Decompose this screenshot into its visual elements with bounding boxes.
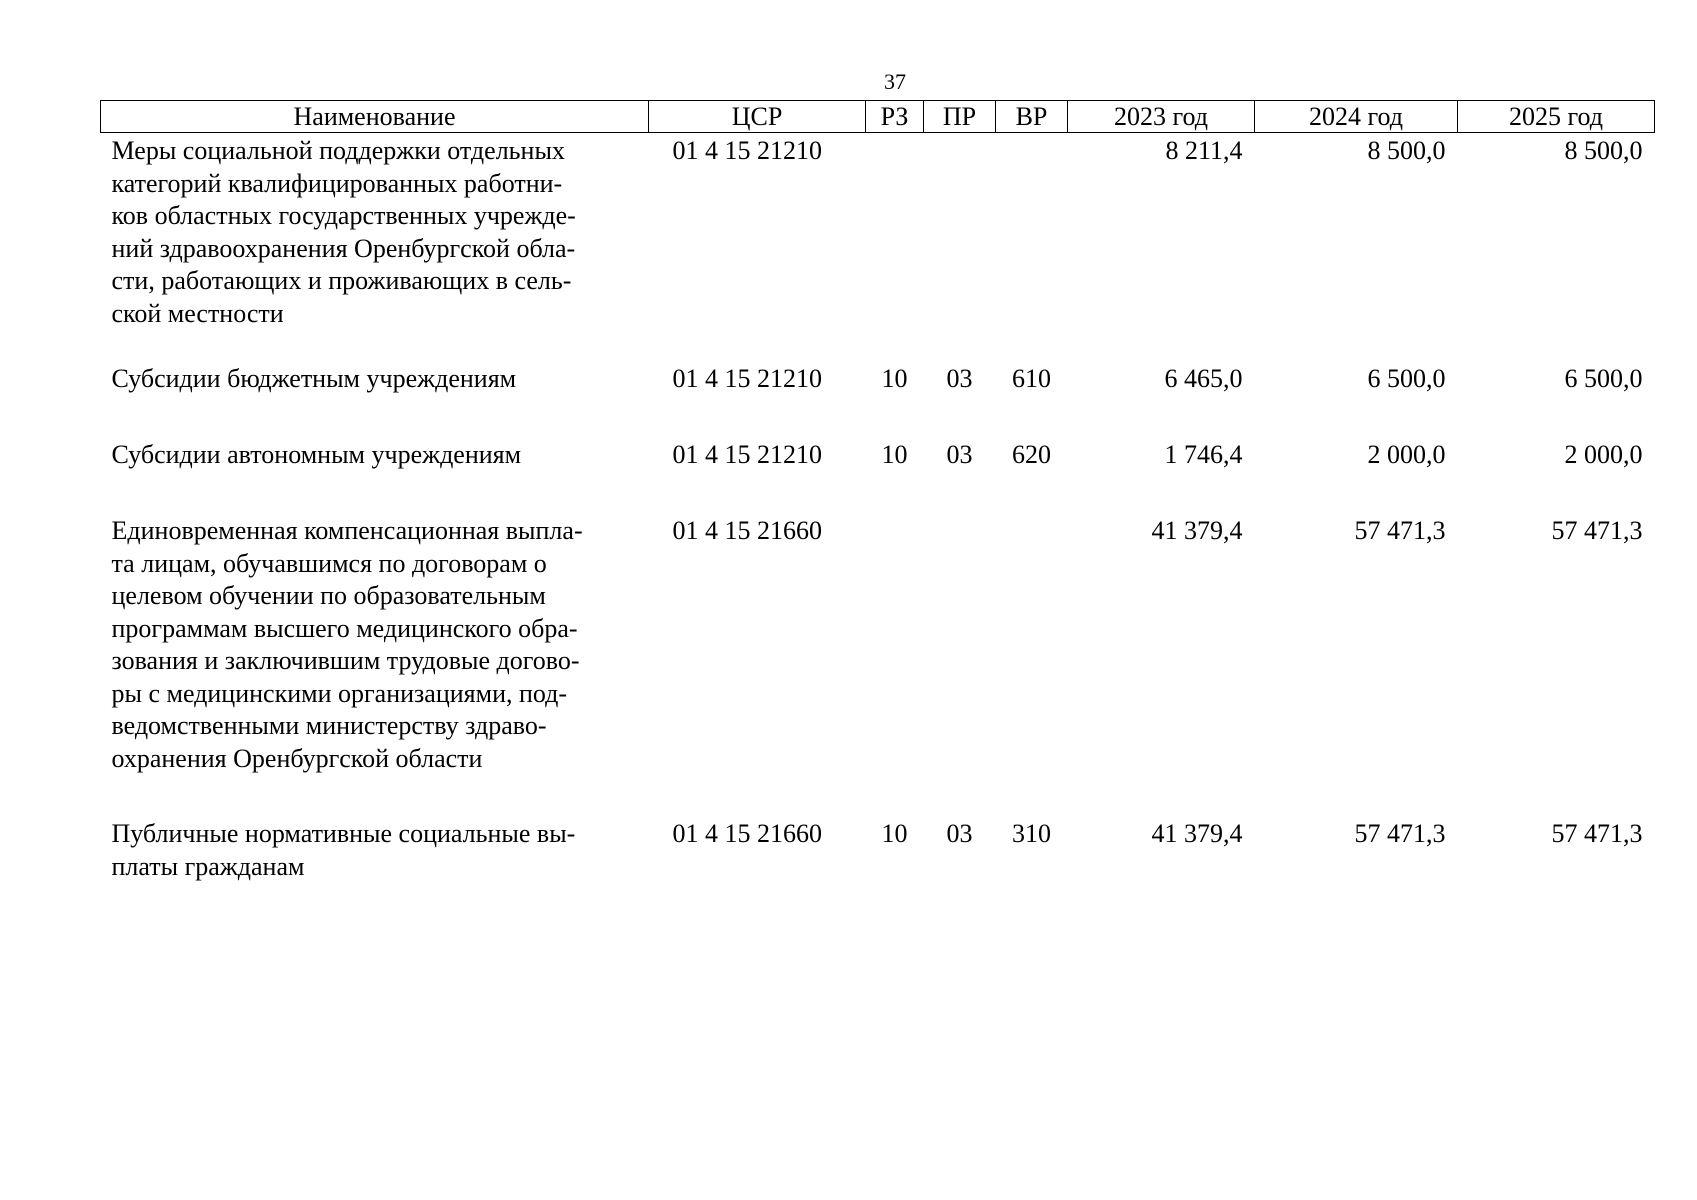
row-name-line: Единовременная компенсационная выпла-	[111, 516, 583, 545]
row-2024-cell: 8 500,0	[1367, 136, 1446, 165]
row-2024-cell: 57 471,3	[1354, 819, 1446, 848]
row-name-line: Субсидии автономным учреждениям	[111, 440, 522, 469]
row-csr-cell: 01 4 15 21660	[672, 819, 822, 848]
row-2023-cell: 8 211,4	[1165, 136, 1243, 165]
header-2025: 2025 год	[1458, 101, 1655, 133]
table-row	[101, 818, 1655, 888]
row-name-line: Субсидии бюджетным учреждениям	[111, 364, 517, 393]
header-csr: ЦСР	[649, 101, 866, 133]
row-vr-cell: 610	[1012, 364, 1051, 393]
row-2024-cell: 2 000,0	[1367, 440, 1446, 469]
row-name-cell	[101, 818, 649, 888]
row-name-line: ской местности	[111, 298, 284, 328]
row-name-line: ний здравоохранения Оренбургской обла-	[111, 233, 576, 263]
budget-table	[100, 100, 1655, 888]
row-pr-cell: 03	[946, 440, 973, 469]
row-name-cell	[101, 439, 649, 515]
row-name-line: ков областных государственных учрежде-	[111, 201, 576, 230]
row-name-line: ведомственными министерству здраво-	[111, 711, 547, 740]
row-rz-cell: 10	[881, 364, 908, 393]
row-pr-cell	[924, 133, 996, 364]
row-csr-cell: 01 4 15 21210	[672, 440, 822, 469]
header-2024: 2024 год	[1255, 101, 1458, 133]
table-row	[101, 439, 1655, 515]
row-name-cell	[101, 133, 649, 364]
row-2025-cell: 2 000,0	[1564, 440, 1643, 469]
row-rz-cell	[866, 515, 924, 818]
row-name-line: та лицам, обучавшимся по договорам о	[111, 548, 547, 578]
row-vr-cell: 620	[1012, 440, 1051, 469]
row-name-cell	[101, 515, 649, 818]
row-2023-cell: 6 465,0	[1164, 364, 1243, 393]
row-csr-cell: 01 4 15 21210	[672, 364, 822, 393]
row-vr-cell	[996, 133, 1068, 364]
row-rz-cell	[866, 133, 924, 364]
row-2023-cell: 41 379,4	[1151, 516, 1243, 545]
row-vr-cell	[996, 515, 1068, 818]
row-2023-cell: 1 746,4	[1164, 440, 1243, 469]
table-row	[101, 133, 1655, 364]
header-vr: ВР	[996, 101, 1068, 133]
row-name-line: зования и заключившим трудовые догово-	[111, 646, 580, 675]
row-2025-cell: 57 471,3	[1551, 516, 1643, 545]
table-row	[101, 363, 1655, 439]
row-2025-cell: 8 500,0	[1564, 136, 1643, 165]
table-header-row	[101, 101, 1655, 133]
row-name-line: целевом обучении по образовательным	[111, 581, 546, 610]
row-name-line: охранения Оренбургской области	[111, 743, 483, 773]
row-2024-cell: 57 471,3	[1354, 516, 1446, 545]
table-row	[101, 515, 1655, 818]
row-pr-cell: 03	[946, 364, 973, 393]
row-vr-cell: 310	[1012, 819, 1051, 848]
row-2025-cell: 57 471,3	[1551, 819, 1643, 848]
row-name-line: платы гражданам	[111, 851, 305, 881]
header-pr: ПР	[924, 101, 996, 133]
row-name-line: Публичные нормативные социальные вы-	[111, 819, 576, 848]
row-csr-cell: 01 4 15 21210	[672, 136, 822, 165]
row-name-line: Меры социальной поддержки отдельных	[111, 136, 565, 165]
row-2024-cell: 6 500,0	[1367, 364, 1446, 393]
row-name-line: сти, работающих и проживающих в сель-	[111, 266, 572, 295]
page-number: 37	[884, 69, 906, 94]
row-rz-cell: 10	[881, 819, 908, 848]
row-name-line: категорий квалифицированных работни-	[111, 168, 563, 198]
row-pr-cell	[924, 515, 996, 818]
row-2023-cell: 41 379,4	[1151, 819, 1243, 848]
header-2023: 2023 год	[1068, 101, 1255, 133]
row-pr-cell: 03	[946, 819, 973, 848]
row-rz-cell: 10	[881, 440, 908, 469]
row-csr-cell: 01 4 15 21660	[672, 516, 822, 545]
header-rz: РЗ	[866, 101, 924, 133]
header-name: Наименование	[101, 101, 649, 133]
row-name-line: программам высшего медицинского обра-	[111, 613, 578, 643]
row-name-cell	[101, 363, 649, 439]
row-2025-cell: 6 500,0	[1564, 364, 1643, 393]
row-name-line: ры с медицинскими организациями, под-	[111, 678, 568, 708]
